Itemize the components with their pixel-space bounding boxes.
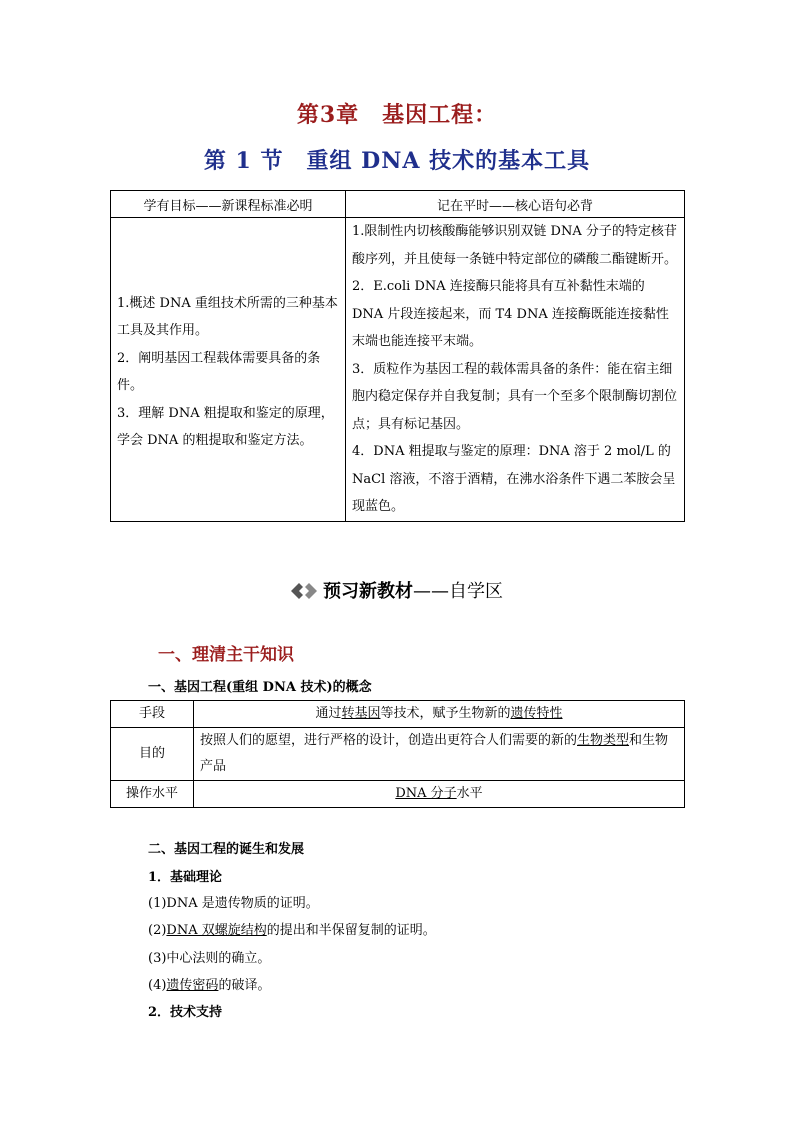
heading-main-knowledge: 一、理清主干知识 <box>158 645 294 665</box>
goals-table-header <box>111 191 685 218</box>
concept-row <box>111 701 685 728</box>
concept-value: 通过转基因等技术，赋予生物新的遗传特性 <box>194 701 685 728</box>
banner-bold: 预习新教材 <box>323 581 413 602</box>
list-item: (4)遗传密码的破译。 <box>148 978 271 993</box>
concept-key: 操作水平 <box>111 781 194 808</box>
section-banner <box>0 577 794 606</box>
goals-table <box>110 190 685 522</box>
goal-item: 2．阐明基因工程载体需要具备的条件。 <box>117 350 321 394</box>
list-item: (3)中心法则的确立。 <box>148 951 271 966</box>
goals-head-left: 学有目标——新课程标准必明 <box>111 191 346 218</box>
section-title: 第 1 节 重组 DNA 技术的基本工具 <box>203 148 591 174</box>
subheading-tech: 2．技术支持 <box>148 1005 223 1020</box>
subheading-concept: 一、基因工程(重组 DNA 技术)的概念 <box>148 680 372 695</box>
goal-item: 1.概述 DNA 重组技术所需的三种基本工具及其作用。 <box>117 295 338 339</box>
banner-rest: ——自学区 <box>413 581 503 602</box>
concept-row <box>111 728 685 781</box>
concept-value: DNA 分子水平 <box>194 781 685 808</box>
goals-table-body <box>111 218 685 522</box>
subheading-theory: 1．基础理论 <box>148 870 223 885</box>
banner-logo-icon <box>291 581 317 606</box>
key-sentence: 4．DNA 粗提取与鉴定的原理：DNA 溶于 2 mol/L 的 NaCl 溶液，不溶于酒精，在沸水浴条件下遇二苯胺会呈现蓝色。 <box>352 444 676 514</box>
goals-head-right: 记在平时——核心语句必背 <box>346 191 685 218</box>
concept-value: 按照人们的愿望，进行严格的设计，创造出更符合人们需要的新的生物类型和生物产品 <box>194 728 685 781</box>
key-sentence: 1.限制性内切核酸酶能够识别双链 DNA 分子的特定核苷酸序列，并且使每一条链中特定部位的磷酸二酯键断开。 <box>352 224 678 267</box>
list-item: (2)DNA 双螺旋结构的提出和半保留复制的证明。 <box>148 923 436 938</box>
concept-key: 目的 <box>111 728 194 781</box>
key-sentence: 2．E.coli DNA 连接酶只能将具有互补黏性末端的 DNA 片段连接起来，而 T4 DNA 连接酶既能连接黏性末端也能连接平末端。 <box>352 279 669 349</box>
chapter-title: 第3章 基因工程： <box>296 102 498 128</box>
goal-item: 3．理解 DNA 粗提取和鉴定的原理，学会 DNA 的粗提取和鉴定方法。 <box>117 405 334 449</box>
key-sentence: 3．质粒作为基因工程的载体需具备的条件：能在宿主细胞内稳定保存并自我复制；具有一个至多个限制酶切割位点；具有标记基因。 <box>352 361 678 432</box>
list-item: (1)DNA 是遗传物质的证明。 <box>148 896 319 911</box>
concept-row <box>111 781 685 808</box>
concept-key: 手段 <box>111 701 194 728</box>
goals-right-cell <box>346 218 685 522</box>
subheading-development: 二、基因工程的诞生和发展 <box>148 842 305 857</box>
concept-table <box>110 700 685 808</box>
goals-left-cell <box>111 218 346 522</box>
